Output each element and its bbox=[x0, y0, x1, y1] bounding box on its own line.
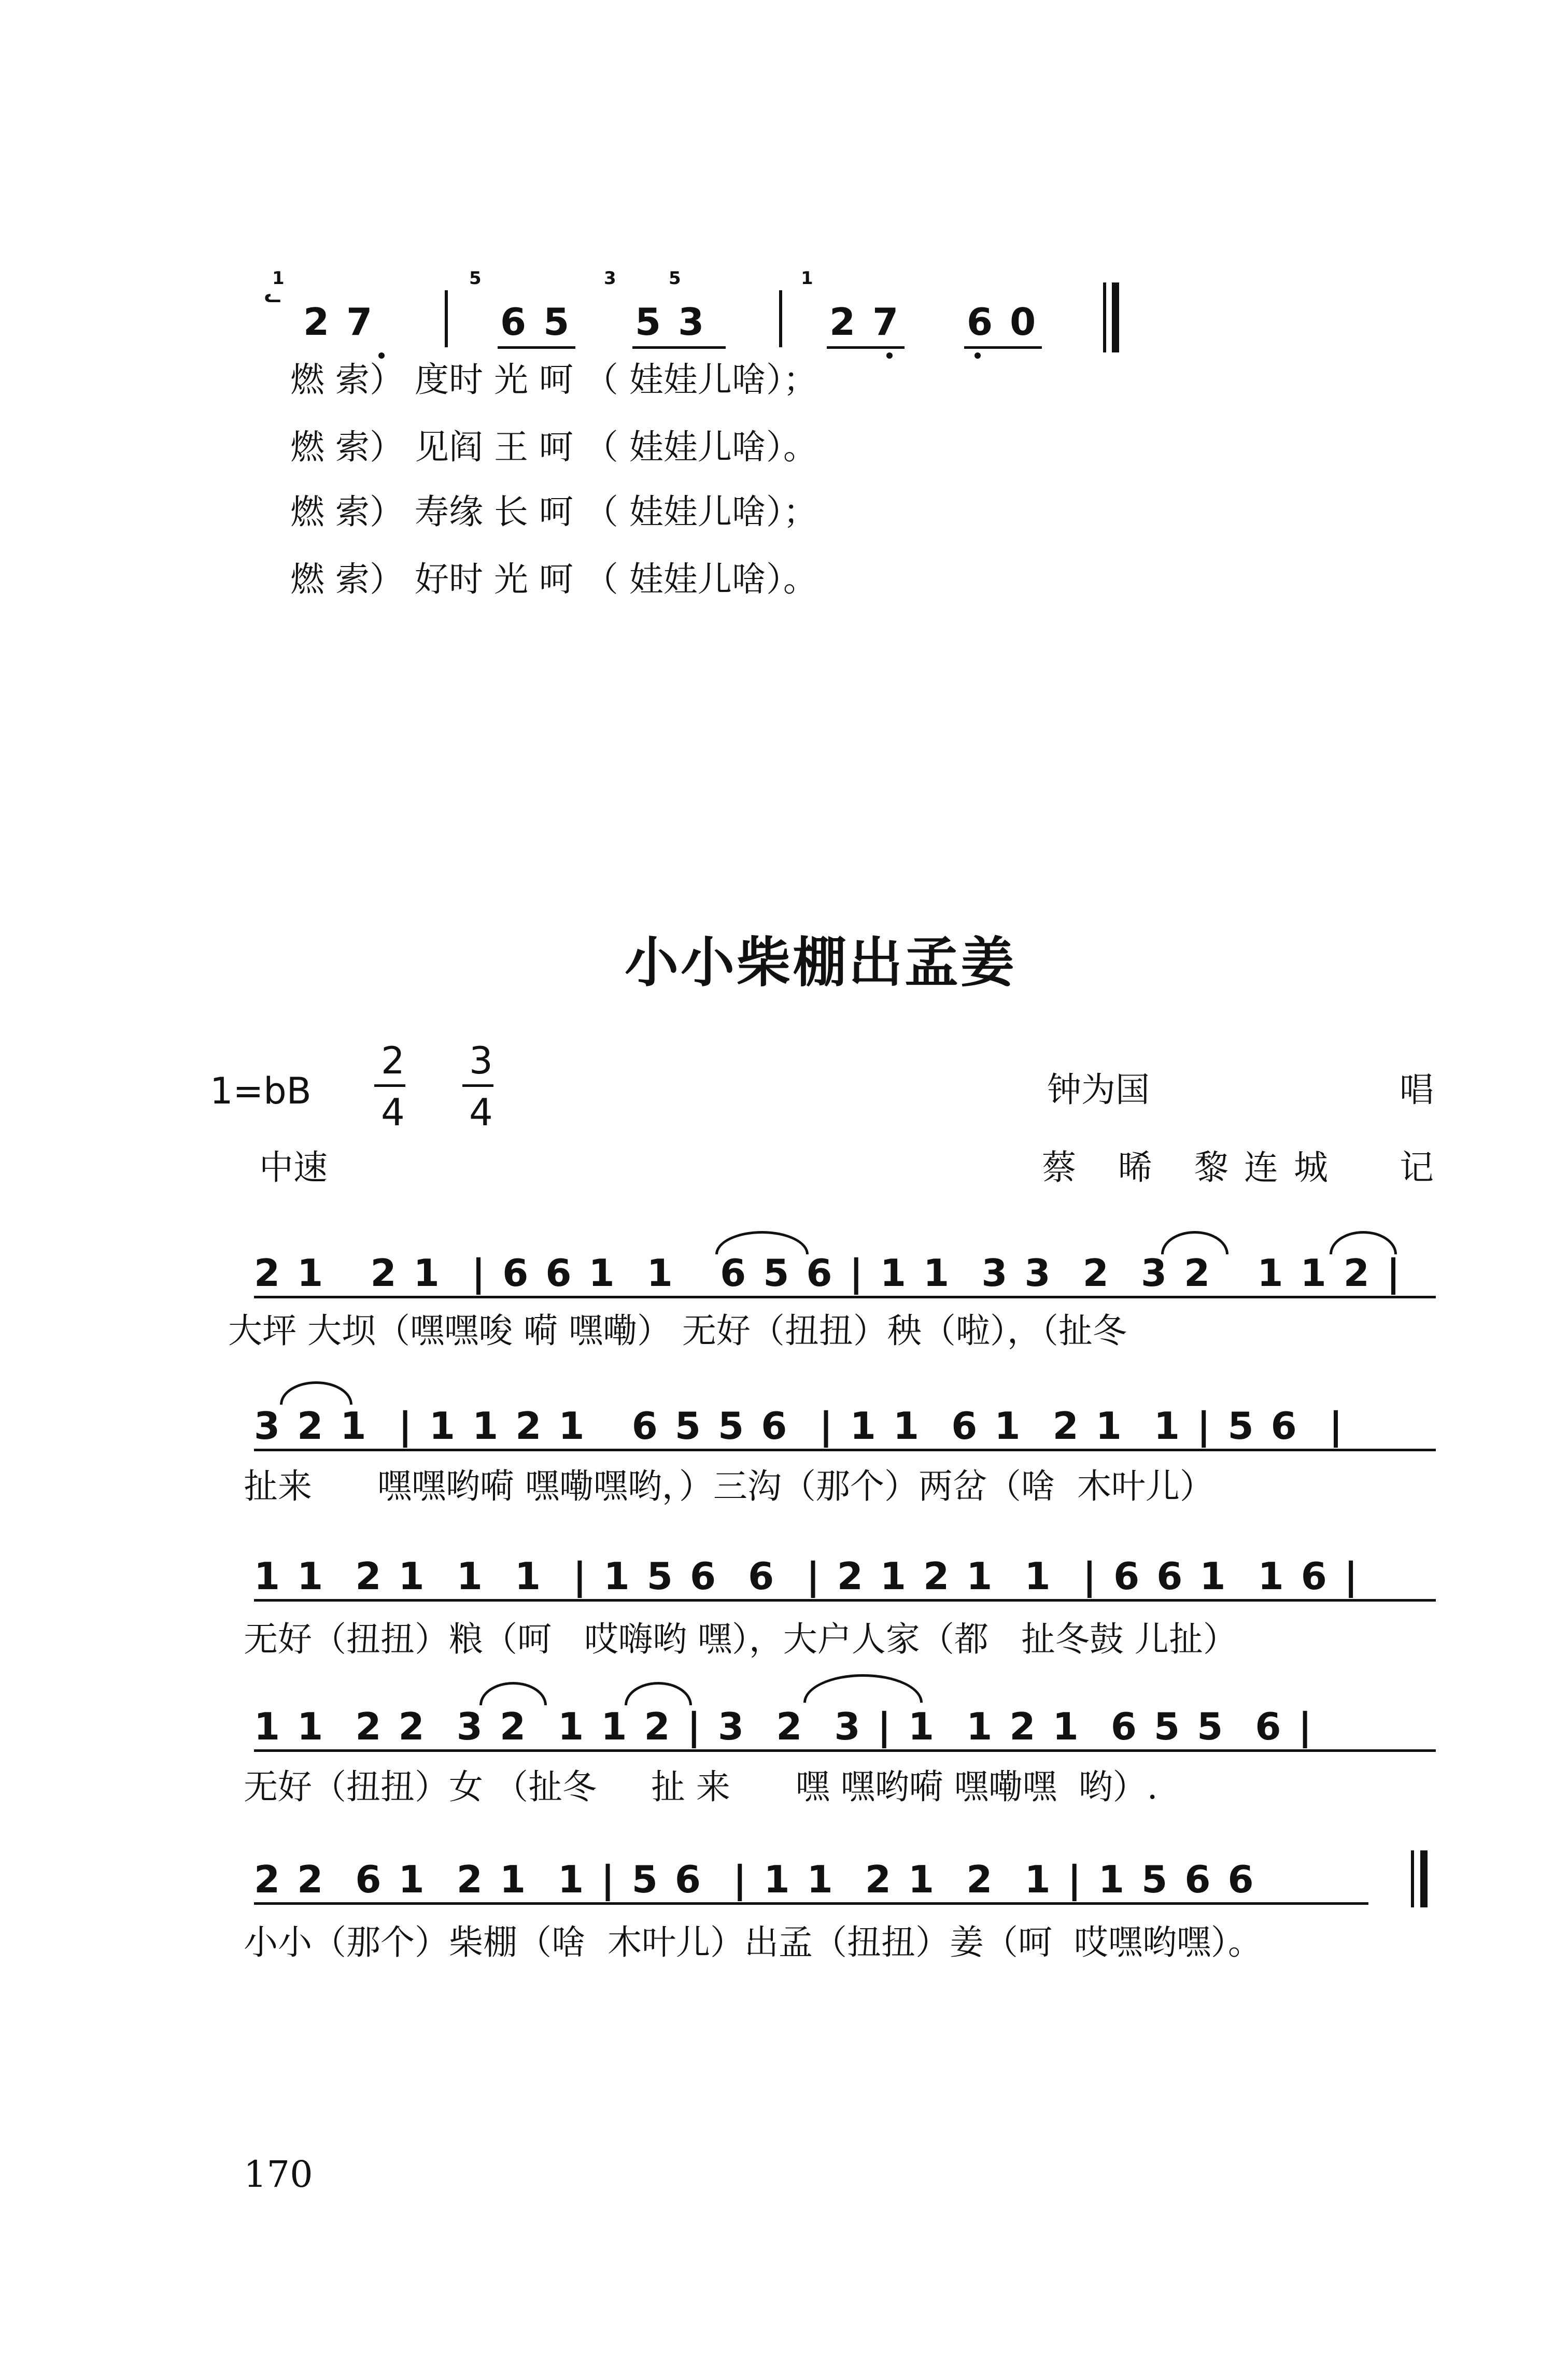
notation-row: 2 1 2 1 | 6 6 1 1 6 5 6 | 1 1 3 3 2 3 2 1 1 2 | bbox=[254, 1251, 1403, 1295]
grace-note: 5 bbox=[469, 268, 482, 289]
grace-note: 1 bbox=[272, 268, 285, 289]
beam bbox=[964, 346, 1042, 349]
lyric-row: 无好（扭扭）女 （扯冬 扯 来 嘿 嘿哟嗬 嘿嘞嘿 哟）. bbox=[244, 1767, 1158, 1807]
final-barline-thin bbox=[1103, 282, 1106, 352]
beam bbox=[254, 1296, 1436, 1298]
low-octave-dot bbox=[378, 352, 385, 359]
lyric-line: 燃 索） 好时 光 呵 （ 娃娃儿啥）。 bbox=[290, 559, 817, 599]
slur bbox=[715, 1231, 809, 1254]
notation-row: 1 1 2 2 3 2 1 1 2 | 3 2 3 | 1 1 2 1 6 5 5 6 | bbox=[254, 1705, 1314, 1748]
beam bbox=[498, 346, 575, 349]
grace-note: 3 bbox=[604, 268, 616, 289]
song-title: 小小柴棚出孟姜 bbox=[625, 931, 1017, 994]
low-octave-dot bbox=[886, 352, 893, 359]
final-barline-thin bbox=[1411, 1850, 1414, 1907]
notation-row: 1 1 2 1 1 1 | 1 5 6 6 | 2 1 2 1 1 | 6 6 1 1 6 | bbox=[254, 1554, 1360, 1598]
page-number: 170 bbox=[244, 2153, 313, 2196]
singer: 钟为国 bbox=[1047, 1070, 1150, 1110]
notation-row: 3 2 1 | 1 1 2 1 6 5 5 6 | 1 1 6 1 2 1 1 | 5 6 | bbox=[254, 1404, 1345, 1448]
slur bbox=[479, 1682, 547, 1705]
low-octave-dot bbox=[974, 352, 981, 359]
lyric-line: 燃 索） 寿缘 长 呵 （ 娃娃儿啥）； bbox=[290, 492, 817, 532]
slur bbox=[1330, 1231, 1397, 1254]
barline bbox=[445, 290, 448, 347]
grace-mark: ᓚ bbox=[264, 286, 281, 307]
beam bbox=[827, 346, 905, 349]
lyric-row: 无好（扭扭）粮（呵 哎嗨哟 嘿），大户人家（都 扯冬鼓 儿扯） bbox=[244, 1619, 1237, 1659]
time-sig-line bbox=[374, 1084, 405, 1087]
measure-2a: 6 5 bbox=[500, 300, 572, 344]
tempo-marking: 中速 bbox=[259, 1148, 328, 1187]
measure-3b: 6 0 bbox=[967, 300, 1038, 344]
beam bbox=[254, 1902, 1368, 1905]
slur bbox=[625, 1682, 692, 1705]
final-barline-thick bbox=[1112, 282, 1119, 352]
slur bbox=[280, 1381, 352, 1405]
lyric-line: 燃 索） 见阎 王 呵 （ 娃娃儿啥）。 bbox=[290, 427, 817, 467]
lyric-line: 燃 索） 度时 光 呵 （ 娃娃儿啥）； bbox=[290, 360, 817, 400]
slur bbox=[1161, 1231, 1228, 1254]
notation-row: 2 2 6 1 2 1 1 | 5 6 | 1 1 2 1 2 1 | 1 5 6 6 bbox=[254, 1858, 1256, 1901]
measure-2b: 5 3 bbox=[635, 300, 707, 344]
beam bbox=[254, 1749, 1436, 1752]
key-signature: 1=bB bbox=[210, 1070, 312, 1112]
beam bbox=[254, 1449, 1436, 1451]
time-sig-line bbox=[462, 1084, 493, 1087]
measure-3a: 2 7 bbox=[829, 300, 901, 344]
measure-1: 2 7 bbox=[303, 300, 375, 344]
barline bbox=[779, 290, 782, 347]
time-sig-top: 3 bbox=[469, 1039, 493, 1082]
time-sig-top: 2 bbox=[381, 1039, 405, 1082]
slur bbox=[803, 1674, 923, 1703]
recorder-role: 记 bbox=[1400, 1148, 1434, 1187]
lyric-row: 扯来 嘿嘿哟嗬 嘿嘞嘿哟，）三沟（那个）两岔（啥 木叶儿） bbox=[244, 1466, 1214, 1506]
grace-note: 5 bbox=[669, 268, 681, 289]
lyric-row: 大坪 大坝（嘿嘿唆 嗬 嘿嘞） 无好（扭扭）秧（啦），（扯冬 bbox=[228, 1311, 1127, 1351]
grace-note: 1 bbox=[801, 268, 813, 289]
beam bbox=[632, 346, 726, 349]
time-sig-bottom: 4 bbox=[381, 1091, 405, 1134]
recorders: 蔡 晞 黎连城 bbox=[1042, 1148, 1344, 1187]
lyric-row: 小小（那个）柴棚（啥 木叶儿）出孟（扭扭）姜（呵 哎嘿哟嘿）。 bbox=[244, 1922, 1262, 1962]
time-sig-bottom: 4 bbox=[469, 1091, 493, 1134]
final-barline-thick bbox=[1420, 1850, 1428, 1907]
singer-role: 唱 bbox=[1400, 1070, 1434, 1110]
beam bbox=[254, 1599, 1436, 1602]
